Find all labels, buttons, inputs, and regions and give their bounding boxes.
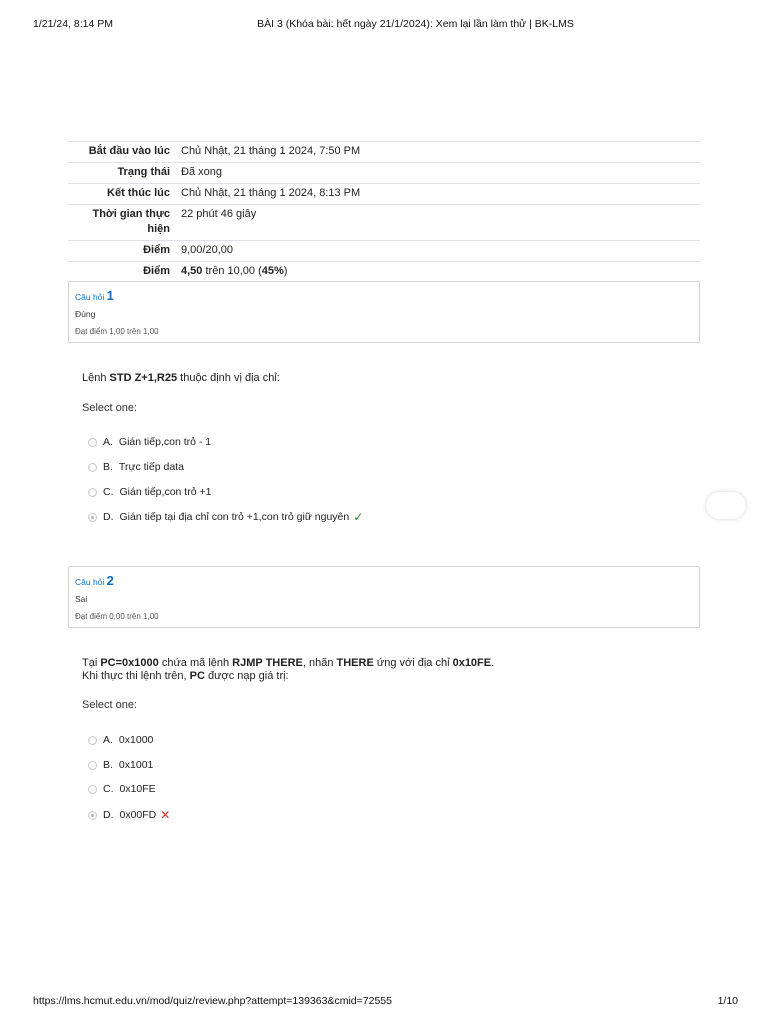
summary-label: Điểm — [68, 262, 176, 283]
text-bold-segment: STD Z+1,R25 — [109, 372, 178, 384]
summary-value: 9,00/20,00 — [176, 241, 700, 262]
grade-value: 4,50 — [181, 265, 203, 277]
text-segment: thuộc định vị địa chỉ: — [177, 372, 280, 384]
summary-row-marks — [68, 241, 700, 262]
question-2-info — [68, 566, 700, 628]
answer-text: Gián tiếp,con trỏ - 1 — [118, 436, 212, 448]
answer-text: 0x1000 — [118, 734, 154, 746]
text-bold-segment: PC=0x1000 — [100, 657, 159, 669]
summary-row-duration — [68, 205, 700, 241]
answer-text: 0x10FE — [119, 783, 156, 795]
question-prefix: Câu hỏi — [75, 292, 107, 302]
summary-value: Đã xong — [176, 163, 700, 184]
question-text-line-2 — [82, 670, 494, 683]
text-segment: chứa mã lệnh — [158, 657, 233, 669]
cross-icon: ✕ — [160, 808, 171, 822]
text-segment: ứng với địa chỉ — [373, 657, 453, 669]
summary-row-started — [68, 142, 700, 163]
text-bold-segment: PC — [189, 669, 205, 682]
question-1-text — [82, 372, 280, 385]
print-page-title: BÀI 3 (Khóa bài: hết ngày 21/1/2024): Xem lại lần làm thử | BK-LMS — [257, 18, 574, 30]
print-datetime: 1/21/24, 8:14 PM — [33, 18, 113, 30]
radio-button[interactable] — [88, 463, 97, 472]
answer-text: Trực tiếp data — [118, 461, 184, 473]
summary-row-completed — [68, 184, 700, 205]
text-segment: , nhãn — [302, 657, 337, 669]
side-drawer-toggle[interactable] — [706, 492, 746, 519]
summary-value — [176, 262, 700, 283]
summary-label: Kết thúc lúc — [68, 184, 176, 205]
q2-answer-c[interactable] — [88, 783, 156, 795]
select-one-label: Select one: — [82, 402, 138, 414]
q1-answer-b[interactable] — [88, 461, 184, 473]
answer-letter: C. — [103, 783, 114, 795]
grade-close: ) — [283, 265, 288, 277]
question-prefix: Câu hỏi — [75, 577, 107, 587]
question-grade: Đạt điểm 1,00 trên 1,00 — [75, 327, 159, 336]
question-number — [75, 573, 693, 588]
q1-answer-c[interactable] — [88, 486, 211, 498]
question-1-info — [68, 281, 700, 343]
question-number-value: 2 — [106, 573, 114, 588]
q2-answer-a[interactable] — [88, 734, 153, 746]
attempt-summary-table — [68, 141, 700, 282]
print-url: https://lms.hcmut.edu.vn/mod/quiz/review.php?attempt=139363&cmid=72555 — [33, 995, 392, 1007]
answer-letter: D. — [103, 511, 114, 523]
summary-label: Điểm — [68, 241, 176, 262]
answer-letter: A. — [103, 734, 113, 746]
answer-text: Gián tiếp tại địa chỉ con trỏ +1,con trỏ giữ nguyên — [119, 511, 350, 523]
radio-button-checked[interactable] — [88, 513, 97, 522]
grade-percent: 45% — [261, 265, 284, 277]
radio-button[interactable] — [88, 785, 97, 794]
radio-button-checked[interactable] — [88, 811, 97, 820]
summary-label: Thời gian thực hiện — [68, 205, 176, 241]
summary-value: Chủ Nhật, 21 tháng 1 2024, 8:13 PM — [176, 184, 700, 205]
answer-text: Gián tiếp,con trỏ +1 — [119, 486, 212, 498]
question-state: Đúng — [75, 309, 96, 319]
answer-letter: C. — [103, 486, 114, 498]
q1-answer-d[interactable] — [88, 510, 363, 524]
text-segment: . — [491, 657, 495, 669]
question-number — [75, 288, 693, 303]
text-segment: được nạp giá trị: — [204, 669, 289, 682]
radio-button[interactable] — [88, 438, 97, 447]
answer-letter: B. — [103, 461, 113, 473]
question-text-line-1 — [82, 657, 494, 670]
summary-row-state — [68, 163, 700, 184]
q2-answer-d[interactable] — [88, 808, 170, 822]
text-segment: Khi thực thi lệnh trên, — [82, 669, 190, 682]
grade-out-of: trên 10,00 ( — [202, 265, 262, 277]
text-bold-segment: THERE — [336, 657, 374, 669]
answer-letter: D. — [103, 809, 114, 821]
summary-row-grade — [68, 262, 700, 283]
question-state: Sai — [75, 594, 88, 604]
answer-text: 0x1001 — [118, 759, 154, 771]
radio-button[interactable] — [88, 488, 97, 497]
q2-answer-b[interactable] — [88, 759, 153, 771]
text-segment: Lệnh — [82, 372, 110, 384]
summary-label: Bắt đầu vào lúc — [68, 142, 176, 163]
q1-answer-a[interactable] — [88, 436, 211, 448]
question-number-value: 1 — [106, 288, 114, 303]
question-grade: Đạt điểm 0,00 trên 1,00 — [75, 612, 159, 621]
print-page-number: 1/10 — [717, 995, 738, 1007]
answer-text: 0x00FD — [119, 809, 157, 821]
text-bold-segment: RJMP THERE — [232, 657, 303, 669]
answer-letter: A. — [103, 436, 113, 448]
radio-button[interactable] — [88, 736, 97, 745]
text-bold-segment: 0x10FE — [452, 657, 492, 669]
summary-value: Chủ Nhật, 21 tháng 1 2024, 7:50 PM — [176, 142, 700, 163]
question-2-text — [82, 657, 494, 682]
radio-button[interactable] — [88, 761, 97, 770]
check-icon: ✓ — [353, 510, 364, 524]
summary-value: 22 phút 46 giây — [176, 205, 700, 241]
answer-letter: B. — [103, 759, 113, 771]
select-one-label: Select one: — [82, 699, 138, 711]
text-segment: Tại — [82, 657, 101, 669]
summary-label: Trạng thái — [68, 163, 176, 184]
